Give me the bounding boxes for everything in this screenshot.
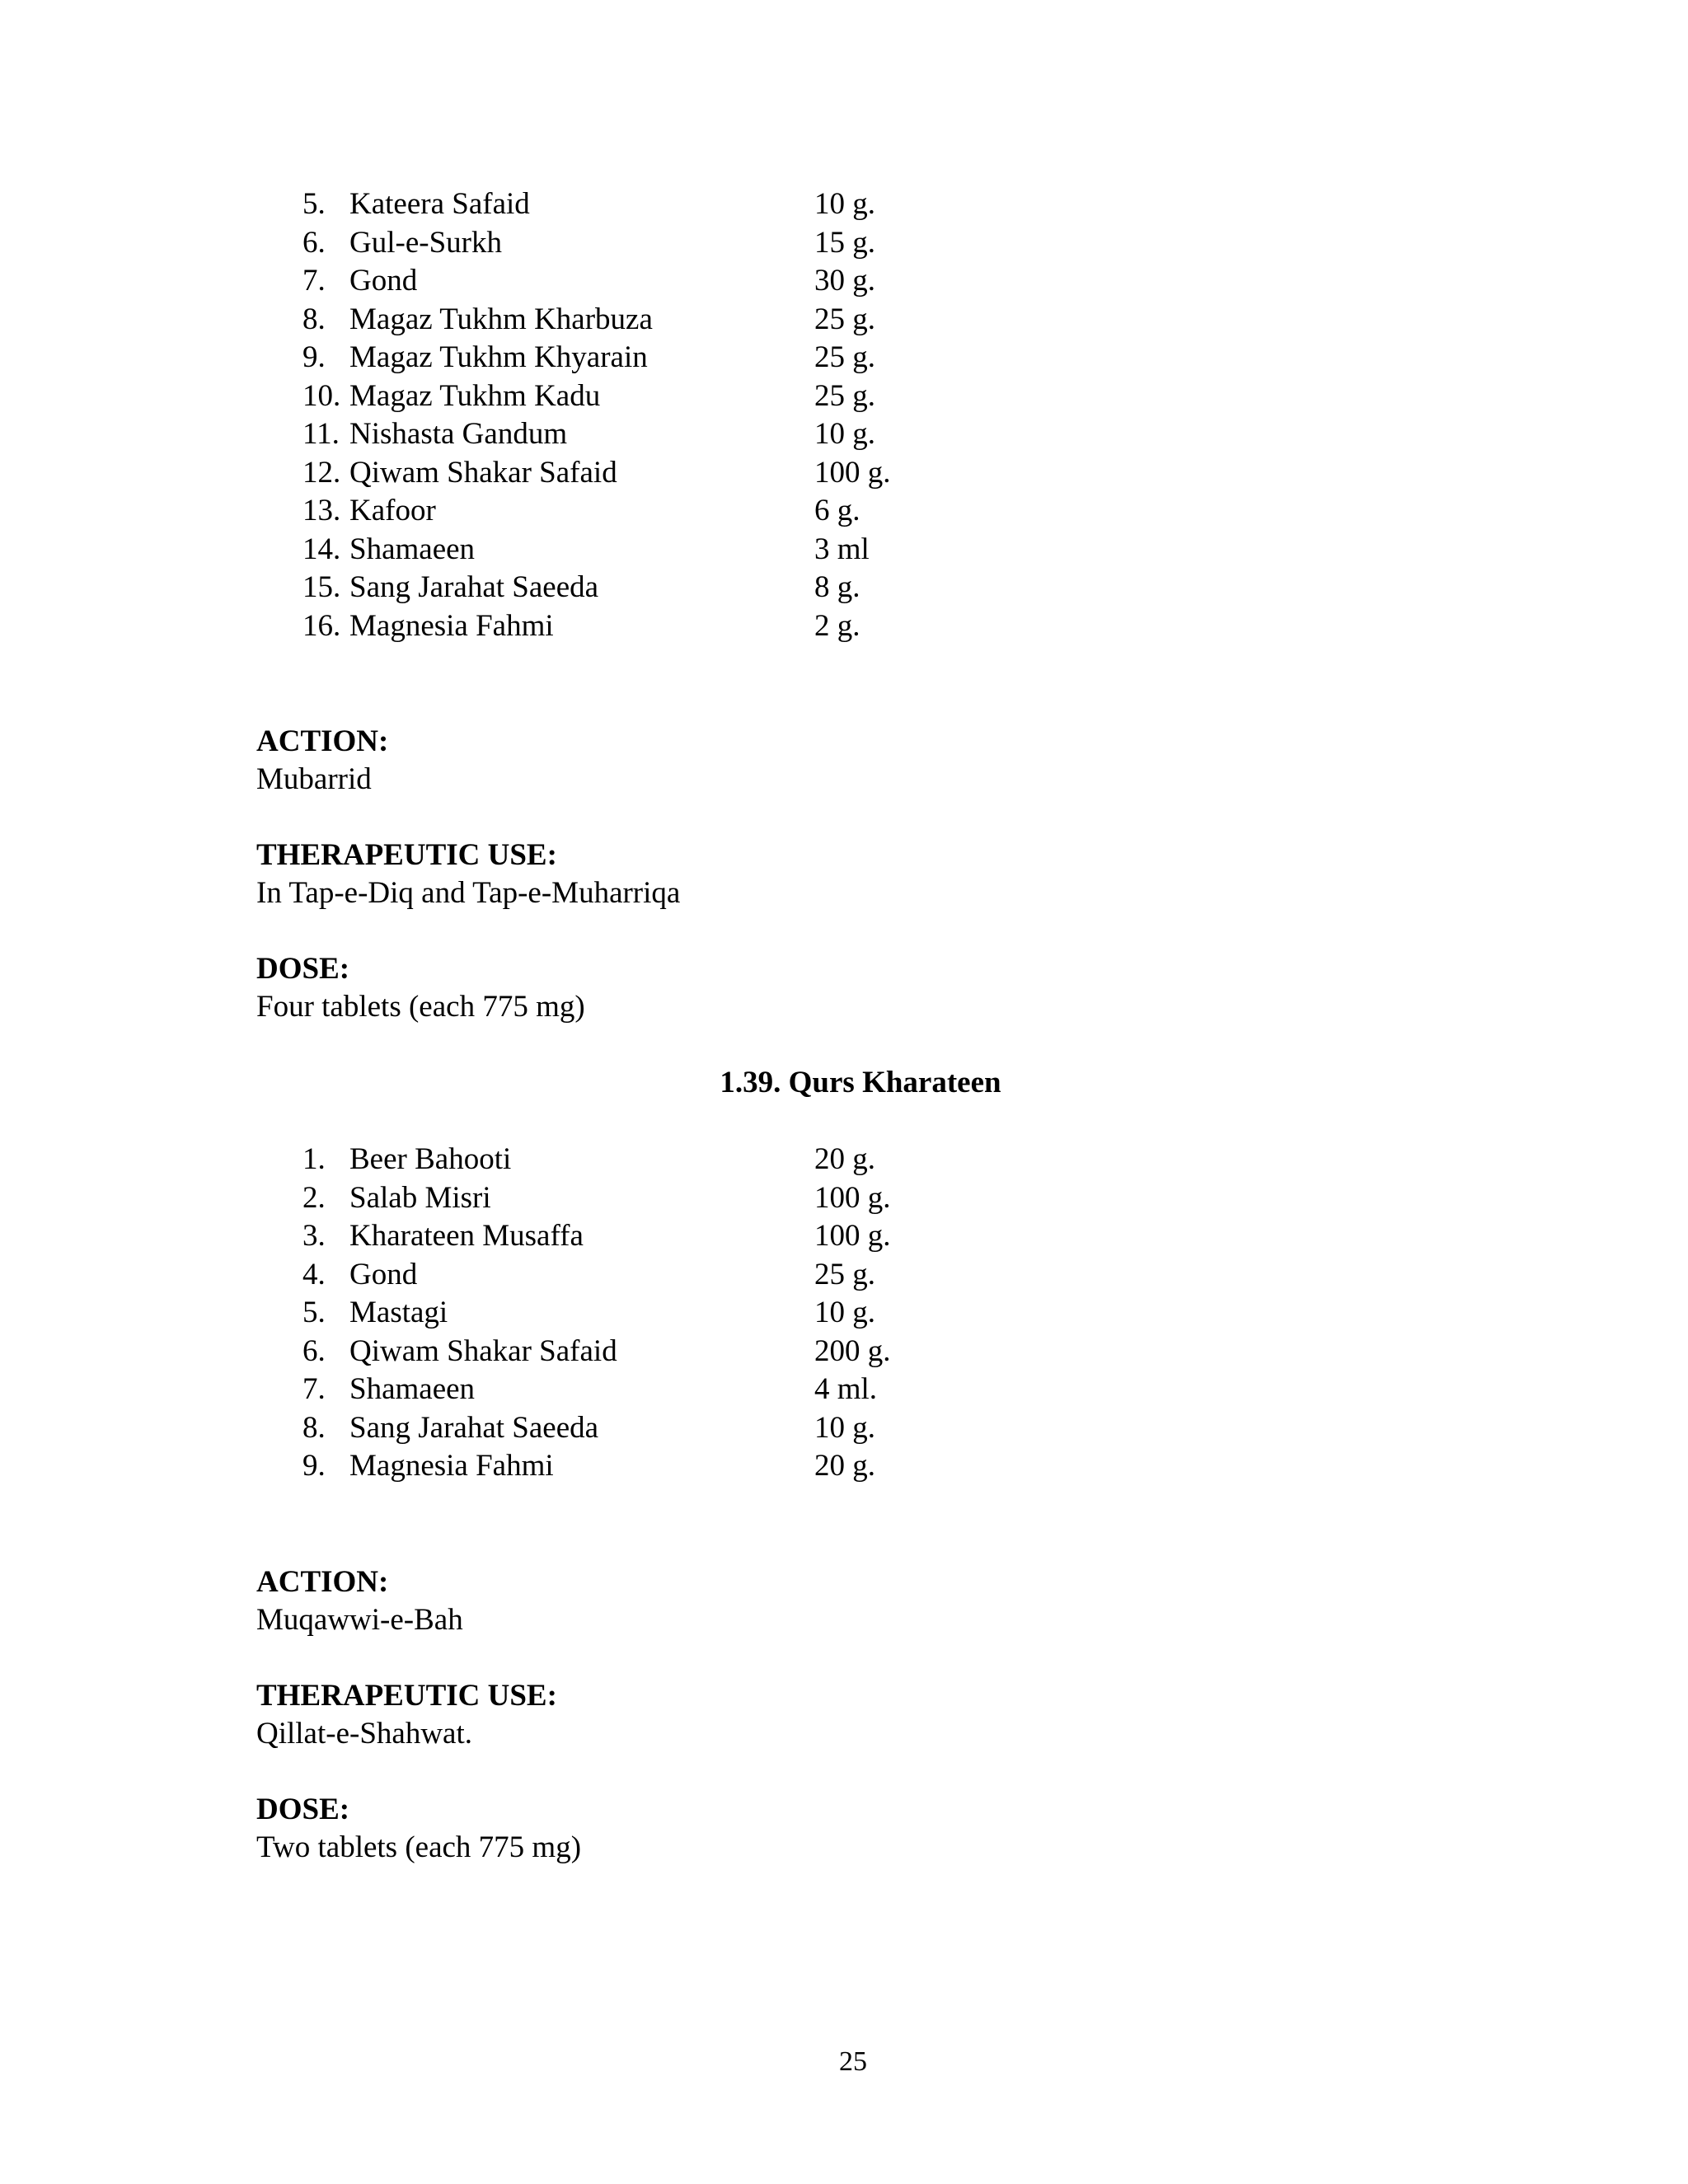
item-number: 7. bbox=[302, 264, 326, 298]
ingredient-name: Beer Bahooti bbox=[349, 1142, 512, 1176]
ingredient-name: Gond bbox=[349, 1257, 418, 1291]
item-number: 9. bbox=[302, 1449, 326, 1483]
ingredient-name: Qiwam Shakar Safaid bbox=[349, 455, 617, 490]
item-number: 8. bbox=[302, 302, 326, 336]
therapeutic-use-label: THERAPEUTIC USE: bbox=[256, 838, 557, 872]
ingredient-name: Kafoor bbox=[349, 494, 436, 527]
ingredient-quantity: 4 ml. bbox=[814, 1372, 878, 1406]
ingredient-name: Nishasta Gandum bbox=[349, 417, 568, 451]
ingredient-name: Gond bbox=[349, 264, 418, 298]
ingredient-name: Salab Misri bbox=[349, 1180, 491, 1215]
item-number: 9. bbox=[302, 340, 326, 374]
list-item bbox=[0, 1447, 1688, 1486]
list-item bbox=[0, 224, 1688, 263]
item-number: 11. bbox=[302, 417, 340, 451]
item-number: 6. bbox=[302, 1333, 326, 1368]
ingredient-quantity: 6 g. bbox=[814, 494, 860, 527]
list-item bbox=[0, 301, 1688, 340]
ingredient-quantity: 100 g. bbox=[814, 455, 891, 490]
item-number: 4. bbox=[302, 1257, 326, 1291]
list-item bbox=[0, 492, 1688, 531]
item-number: 16. bbox=[302, 608, 341, 643]
item-number: 5. bbox=[302, 1296, 326, 1329]
action-value: Mubarrid bbox=[256, 762, 372, 796]
list-item bbox=[0, 607, 1688, 646]
ingredient-name: Magaz Tukhm Khyarain bbox=[349, 340, 648, 374]
ingredient-name: Gul-e-Surkh bbox=[349, 225, 502, 260]
ingredient-quantity: 100 g. bbox=[814, 1219, 891, 1253]
ingredient-quantity: 3 ml bbox=[814, 532, 870, 566]
ingredient-quantity: 30 g. bbox=[814, 264, 875, 298]
list-item bbox=[0, 1256, 1688, 1295]
dose-section-2 bbox=[256, 1791, 581, 1867]
ingredient-quantity: 20 g. bbox=[814, 1142, 875, 1176]
list-item bbox=[0, 185, 1688, 224]
ingredient-quantity: 20 g. bbox=[814, 1449, 875, 1483]
ingredient-quantity: 10 g. bbox=[814, 1410, 875, 1445]
list-item bbox=[0, 569, 1688, 607]
item-number: 8. bbox=[302, 1410, 326, 1445]
list-item bbox=[0, 1371, 1688, 1409]
therapeutic-use-section bbox=[256, 837, 680, 912]
action-label: ACTION: bbox=[256, 1565, 389, 1599]
list-item bbox=[0, 454, 1688, 493]
ingredient-quantity: 25 g. bbox=[814, 302, 875, 336]
list-item bbox=[0, 1179, 1688, 1218]
ingredient-quantity: 10 g. bbox=[814, 417, 875, 451]
ingredient-quantity: 200 g. bbox=[814, 1333, 891, 1368]
ingredient-quantity: 25 g. bbox=[814, 378, 875, 413]
ingredient-list-continued bbox=[0, 185, 1688, 645]
ingredient-list bbox=[0, 1141, 1688, 1486]
item-number: 2. bbox=[302, 1180, 326, 1215]
ingredient-quantity: 2 g. bbox=[814, 608, 860, 643]
ingredient-quantity: 100 g. bbox=[814, 1180, 891, 1215]
ingredient-quantity: 10 g. bbox=[814, 1296, 875, 1329]
therapeutic-use-value: In Tap-e-Diq and Tap-e-Muharriqa bbox=[256, 876, 681, 910]
ingredient-name: Magnesia Fahmi bbox=[349, 608, 554, 643]
item-number: 12. bbox=[302, 455, 341, 490]
item-number: 7. bbox=[302, 1372, 326, 1406]
dose-label: DOSE: bbox=[256, 1793, 350, 1826]
ingredient-quantity: 15 g. bbox=[814, 225, 875, 260]
list-item bbox=[0, 1333, 1688, 1371]
ingredient-quantity: 25 g. bbox=[814, 340, 875, 374]
list-item bbox=[0, 339, 1688, 377]
ingredient-name: Mastagi bbox=[349, 1296, 448, 1329]
list-item bbox=[0, 1217, 1688, 1256]
list-item bbox=[0, 415, 1688, 454]
ingredient-name: Shamaeen bbox=[349, 1372, 476, 1406]
list-item bbox=[0, 1141, 1688, 1179]
ingredient-quantity: 25 g. bbox=[814, 1257, 875, 1291]
item-number: 6. bbox=[302, 225, 326, 260]
list-item bbox=[0, 1294, 1688, 1333]
item-number: 14. bbox=[302, 532, 341, 566]
list-item bbox=[0, 377, 1688, 416]
ingredient-name: Shamaeen bbox=[349, 532, 476, 566]
therapeutic-use-section-2 bbox=[256, 1677, 557, 1753]
dose-section bbox=[256, 950, 585, 1026]
ingredient-name: Kateera Safaid bbox=[349, 187, 530, 221]
list-item bbox=[0, 531, 1688, 569]
ingredient-name: Qiwam Shakar Safaid bbox=[349, 1333, 617, 1368]
therapeutic-use-label: THERAPEUTIC USE: bbox=[256, 1679, 557, 1713]
ingredient-name: Sang Jarahat Saeeda bbox=[349, 570, 599, 604]
dose-value: Two tablets (each 775 mg) bbox=[256, 1830, 582, 1864]
ingredient-name: Magnesia Fahmi bbox=[349, 1449, 554, 1483]
action-label: ACTION: bbox=[256, 724, 389, 758]
action-section bbox=[256, 723, 388, 799]
item-number: 3. bbox=[302, 1219, 326, 1253]
ingredient-quantity: 10 g. bbox=[814, 187, 875, 221]
ingredient-name: Sang Jarahat Saeeda bbox=[349, 1410, 599, 1445]
dose-value: Four tablets (each 775 mg) bbox=[256, 990, 585, 1024]
therapeutic-use-value: Qillat-e-Shahwat. bbox=[256, 1717, 472, 1750]
item-number: 5. bbox=[302, 187, 326, 221]
ingredient-name: Kharateen Musaffa bbox=[349, 1219, 584, 1253]
action-value: Muqawwi-e-Bah bbox=[256, 1603, 463, 1637]
dose-label: DOSE: bbox=[256, 952, 350, 986]
formulation-heading: 1.39. Qurs Kharateen bbox=[720, 1066, 1001, 1099]
ingredient-quantity: 8 g. bbox=[814, 570, 860, 604]
page-number: 25 bbox=[839, 2046, 867, 2077]
ingredient-name: Magaz Tukhm Kharbuza bbox=[349, 302, 653, 336]
item-number: 1. bbox=[302, 1142, 326, 1176]
list-item bbox=[0, 262, 1688, 301]
list-item bbox=[0, 1409, 1688, 1448]
item-number: 15. bbox=[302, 570, 341, 604]
action-section-2 bbox=[256, 1563, 463, 1639]
item-number: 13. bbox=[302, 494, 341, 527]
item-number: 10. bbox=[302, 378, 341, 413]
ingredient-name: Magaz Tukhm Kadu bbox=[349, 378, 601, 413]
